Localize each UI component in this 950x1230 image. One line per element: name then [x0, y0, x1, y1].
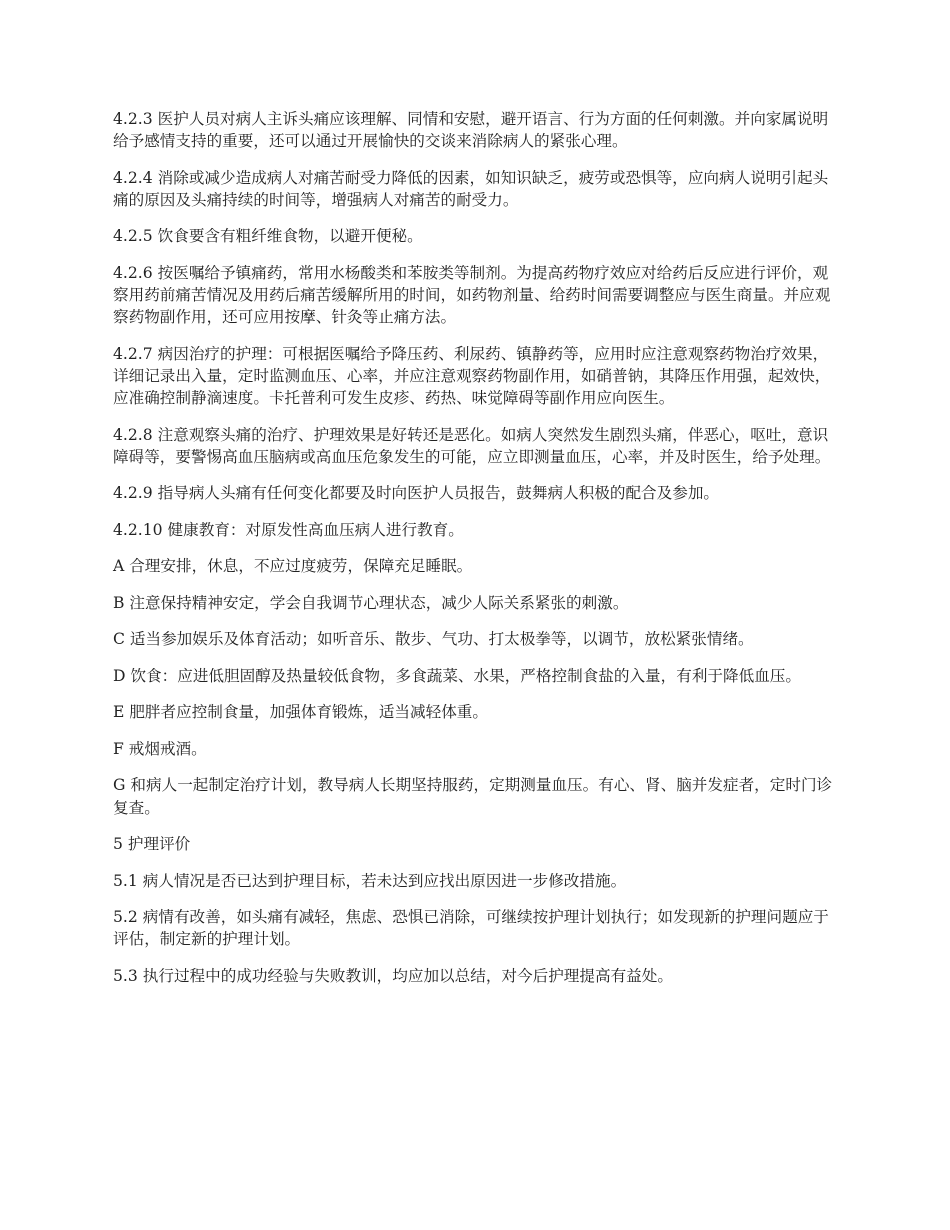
- paragraph-4-2-8: 4.2.8 注意观察头痛的治疗、护理效果是好转还是恶化。如病人突然发生剧烈头痛，伴恶心，呕吐，意识障碍等，要警惕高血压脑病或高血压危象发生的可能，应立即测量血压，心率，并及时医生，给予处理。: [113, 425, 831, 466]
- paragraph-4-2-6: 4.2.6 按医嘱给予镇痛药，常用水杨酸类和苯胺类等制剂。为提高药物疗效应对给药后反应进行评价，观察用药前痛苦情况及用药后痛苦缓解所用的时间，如药物剂量、给药时间需要调整应与医生商量。并应观察药物副作用，还可应用按摩、针灸等止痛方法。: [113, 263, 831, 327]
- paragraph-4-2-9: 4.2.9 指导病人头痛有任何变化都要及时向医护人员报告，鼓舞病人积极的配合及参加。: [113, 484, 720, 503]
- paragraph-4-2-5: 4.2.5 饮食要含有粗纤维食物，以避开便秘。: [113, 227, 423, 246]
- list-item-d: D 饮食：应进低胆固醇及热量较低食物，多食蔬菜、水果，严格控制食盐的入量，有利于降低血压。: [113, 666, 801, 685]
- list-item-e: E 肥胖者应控制食量，加强体育锻炼，适当减轻体重。: [113, 703, 488, 722]
- document-body: [113, 108, 840, 1001]
- paragraph-5-2: 5.2 病情有改善，如头痛有减轻，焦虑、恐惧已消除，可继续按护理计划执行；如发现新的护理问题应于评估，制定新的护理计划。: [113, 908, 829, 949]
- list-item-c: C 适当参加娱乐及体育活动；如听音乐、散步、气功、打太极拳等，以调节，放松紧张情绪。: [113, 630, 754, 649]
- paragraph-4-2-7: 4.2.7 病因治疗的护理：可根据医嘱给予降压药、利尿药、镇静药等，应用时应注意观察药物治疗效果，详细记录出入量，定时监测血压、心率，并应注意观察药物副作用，如硝普钠，其降压作用强，起效快，应准确控制静滴速度。卡托普利可发生皮疹、药热、味觉障碍等副作用应向医生。: [113, 344, 831, 408]
- paragraph-4-2-10: 4.2.10 健康教育：对原发性高血压病人进行教育。: [113, 520, 464, 539]
- list-item-g: G 和病人一起制定治疗计划，教导病人长期坚持服药，定期测量血压。有心、肾、脑并发症者，定时门诊复查。: [113, 776, 833, 817]
- list-item-f: F 戒烟戒酒。: [113, 739, 207, 758]
- paragraph-4-2-4: 4.2.4 消除或减少造成病人对痛苦耐受力降低的因素，如知识缺乏，疲劳或恐惧等，应向病人说明引起头痛的原因及头痛持续的时间等，增强病人对痛苦的耐受力。: [113, 168, 829, 209]
- list-item-b: B 注意保持精神安定，学会自我调节心理状态，减少人际关系紧张的刺激。: [113, 593, 629, 612]
- paragraph-5-3: 5.3 执行过程中的成功经验与失败教训，均应加以总结，对今后护理提高有益处。: [113, 966, 673, 985]
- section-heading-5: 5 护理评价: [113, 835, 191, 854]
- list-item-a: A 合理安排，休息，不应过度疲劳，保障充足睡眠。: [113, 557, 473, 576]
- paragraph-4-2-3: 4.2.3 医护人员对病人主诉头痛应该理解、同情和安慰，避开语言、行为方面的任何刺激。并向家属说明给予感情支持的重要，还可以通过开展愉快的交谈来消除病人的紧张心理。: [113, 110, 829, 151]
- paragraph-5-1: 5.1 病人情况是否已达到护理目标，若未达到应找出原因进一步修改措施。: [113, 871, 627, 890]
